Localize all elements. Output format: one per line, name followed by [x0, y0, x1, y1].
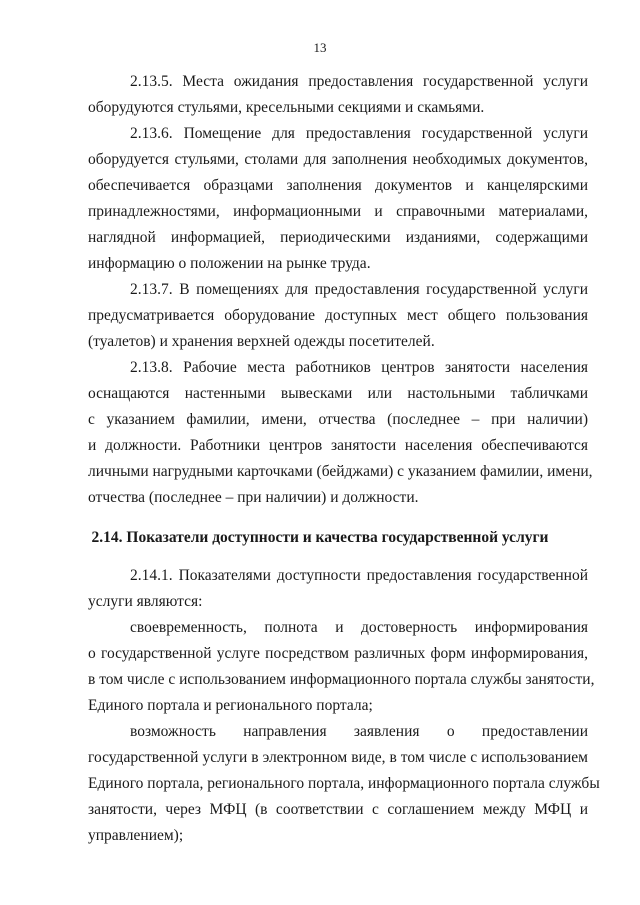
paragraph-possibility-line-4: занятости, через МФЦ (в соответствии с соглашением между МФЦ и: [88, 801, 588, 818]
paragraph-2-13-8-line-2: оснащаются настенными вывесками или настольными табличками: [88, 385, 588, 402]
paragraph-timeliness-line-2: о государственной услуге посредством различных форм информирования,: [88, 645, 588, 662]
paragraph-2-13-8-line-3: с указанием фамилии, имени, отчества (последнее – при наличии): [88, 411, 588, 428]
paragraph-2-13-5-line-2: оборудуются стульями, кресельными секциями и скамьями.: [88, 99, 485, 116]
paragraph-2-14-1-line-1: 2.14.1. Показателями доступности предоставления государственной: [130, 567, 588, 584]
paragraph-2-13-6-line-3: обеспечивается образцами заполнения документов и канцелярскими: [88, 177, 588, 194]
paragraph-2-13-8-line-6: отчества (последнее – при наличии) и должности.: [88, 489, 419, 506]
paragraph-2-13-6-line-5: наглядной информацией, периодическими изданиями, содержащими: [88, 229, 588, 246]
paragraph-2-13-7-line-1: 2.13.7. В помещениях для предоставления государственной услуги: [130, 281, 588, 298]
page-number: 13: [313, 40, 327, 55]
paragraph-2-13-6-line-1: 2.13.6. Помещение для предоставления государственной услуги: [130, 125, 588, 142]
paragraph-timeliness-line-4: Единого портала и регионального портала;: [88, 697, 373, 714]
paragraph-2-13-8-line-4: и должности. Работники центров занятости населения обеспечиваются: [88, 437, 588, 454]
paragraph-2-13-6-line-2: оборудуется стульями, столами для заполнения необходимых документов,: [88, 151, 588, 168]
paragraph-possibility-line-5: управлением);: [88, 827, 184, 844]
paragraph-timeliness-line-3: в том числе с использованием информационного портала службы занятости,: [88, 671, 595, 688]
paragraph-2-13-7-line-2: предусматривается оборудование доступных мест общего пользования: [88, 307, 588, 324]
paragraph-2-13-6-line-6: информацию о положении на рынке труда.: [88, 255, 371, 272]
paragraph-possibility-line-1: возможность направления заявления о предоставлении: [130, 723, 588, 740]
paragraph-2-14-1-line-2: услуги являются:: [88, 593, 203, 610]
paragraph-timeliness-line-1: своевременность, полнота и достоверность информирования: [130, 619, 588, 636]
paragraph-2-13-6-line-4: принадлежностями, информационными и справочными материалами,: [88, 203, 588, 220]
section-heading: 2.14. Показатели доступности и качества государственной услуги: [91, 529, 549, 546]
paragraph-possibility-line-2: государственной услуги в электронном виде, в том числе с использованием: [88, 749, 588, 766]
paragraph-2-13-5-line-1: 2.13.5. Места ожидания предоставления государственной услуги: [130, 73, 588, 90]
paragraph-2-13-8-line-5: личными нагрудными карточками (бейджами) с указанием фамилии, имени,: [88, 463, 593, 480]
paragraph-possibility-line-3: Единого портала, регионального портала, информационного портала службы: [88, 775, 600, 792]
paragraph-2-13-7-line-3: (туалетов) и хранения верхней одежды посетителей.: [88, 333, 435, 350]
paragraph-2-13-8-line-1: 2.13.8. Рабочие места работников центров занятости населения: [130, 359, 588, 376]
